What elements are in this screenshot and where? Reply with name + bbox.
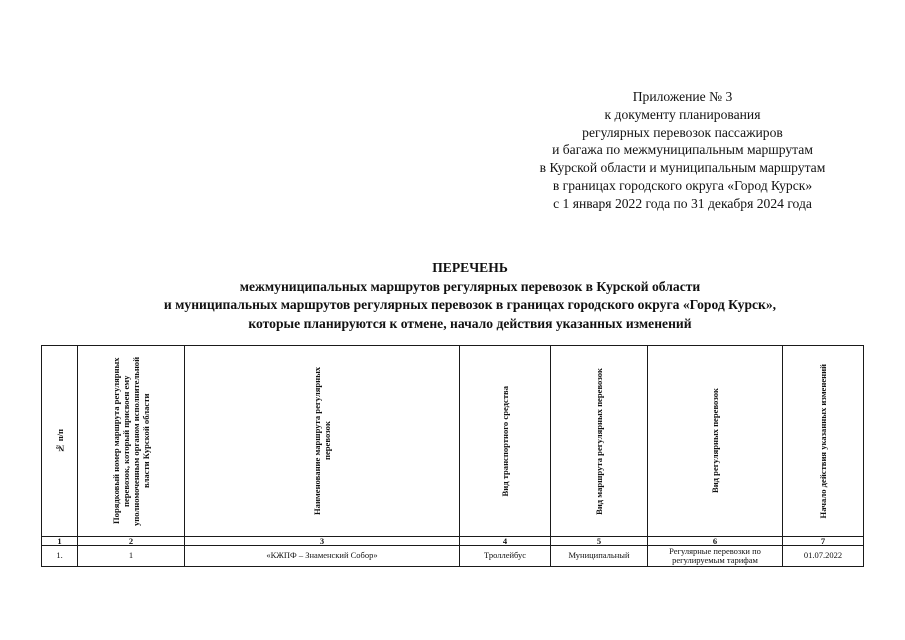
cell-vehicle-type: Троллейбус <box>460 546 551 567</box>
annex-block <box>505 88 860 213</box>
cell-route-index: 1 <box>78 546 185 567</box>
column-number: 1 <box>42 537 78 546</box>
annex-line: регулярных перевозок пассажиров <box>582 124 783 140</box>
column-number: 2 <box>78 537 185 546</box>
routes-table <box>41 345 864 567</box>
annex-line: с 1 января 2022 года по 31 декабря 2024 года <box>553 195 812 211</box>
column-number: 4 <box>460 537 551 546</box>
annex-line: в Курской области и муниципальным маршрутам <box>539 160 826 176</box>
column-number: 3 <box>185 537 460 546</box>
cell-number: 1. <box>42 546 78 567</box>
document-heading <box>90 259 850 333</box>
column-number: 5 <box>551 537 648 546</box>
header-cell-route-index <box>78 346 185 537</box>
cell-start-date: 01.07.2022 <box>783 546 864 567</box>
header-cell-number <box>42 346 78 537</box>
cell-route-name: «КЖПФ – Знаменский Собор» <box>185 546 460 567</box>
header-label: Наименование маршрута регулярных перевозок <box>312 366 332 516</box>
header-row <box>42 346 864 537</box>
cell-route-type: Муниципальный <box>551 546 648 567</box>
table-row <box>42 546 864 567</box>
header-label: Вид маршрута регулярных перевозок <box>594 367 604 515</box>
header-cell-start-date <box>783 346 864 537</box>
column-number: 7 <box>783 537 864 546</box>
annex-line: в границах городского округа «Город Курск» <box>552 177 813 193</box>
header-cell-route-type <box>551 346 648 537</box>
header-cell-route-name <box>185 346 460 537</box>
header-label: № п/п <box>54 428 65 454</box>
heading-line: и муниципальных маршрутов регулярных перевозок в границах городского округа «Город Курск», <box>163 297 777 313</box>
header-label: Начало действия указанных изменений <box>818 363 828 519</box>
header-label: Вид регулярных перевозок <box>710 388 720 494</box>
annex-line: и багажа по межмуниципальным маршрутам <box>552 142 813 158</box>
heading-line: межмуниципальных маршрутов регулярных перевозок в Курской области <box>239 278 701 294</box>
cell-transport-kind: Регулярные перевозки по регулируемым тарифам <box>648 546 783 567</box>
column-number: 6 <box>648 537 783 546</box>
heading-line: которые планируются к отмене, начало действия указанных изменений <box>248 315 692 331</box>
header-cell-vehicle-type <box>460 346 551 537</box>
column-number-row <box>42 537 864 546</box>
header-label: Порядковый номер маршрута регулярных перевозок, который присвоен ему уполномоченным органом исполнительной власти Курской области <box>111 356 151 526</box>
annex-line: Приложение № 3 <box>632 89 733 104</box>
header-cell-transport-kind <box>648 346 783 537</box>
header-label: Вид транспортного средства <box>500 385 510 497</box>
heading-title: ПЕРЕЧЕНЬ <box>432 260 508 275</box>
annex-line: к документу планирования <box>604 106 761 122</box>
